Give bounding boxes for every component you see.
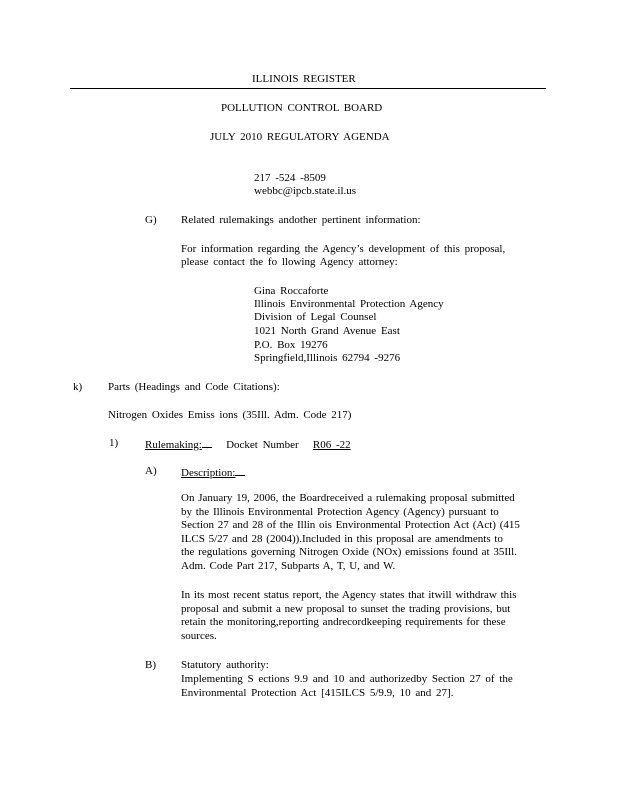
paragraph-line: Adm. Code Part 217, Subparts A, T, U, and W. <box>181 559 396 572</box>
paragraph-line: the regulations governing Nitrogen Oxide (NOx) emissions found at 35Ill. <box>181 546 517 559</box>
paragraph-line: Section 27 and 28 of the Illin ois Environmental Protection Act (Act) (415 <box>181 519 520 532</box>
header-rule <box>70 88 546 89</box>
section-g-marker: G) <box>145 214 157 226</box>
rulemaking-label: Rulemaking: <box>145 439 202 451</box>
attorney-city: Springfield,Illinois 62794 -9276 <box>254 352 401 364</box>
paragraph-line: On January 19, 2006, the Boardreceived a rulemaking proposal submitted <box>181 492 515 504</box>
docket-label: Docket Number <box>226 439 299 451</box>
agenda-title: JULY 2010 REGULATORY AGENDA <box>210 131 390 143</box>
section-g-line1: For information regarding the Agency’s development of this proposal, <box>181 243 506 255</box>
attorney-name: Gina Roccaforte <box>254 285 329 297</box>
attorney-po-box: P.O. Box 19276 <box>254 339 328 351</box>
statutory-authority-label: Statutory authority: <box>181 659 269 671</box>
section-k-subtitle: Nitrogen Oxides Emiss ions (35Ill. Adm. Code 217) <box>108 409 352 421</box>
paragraph-line: retain the monitoring,reporting andrecordkeeping requirements for these <box>181 616 506 629</box>
paragraph-line: In its most recent status report, the Agency states that itwill withdraw this <box>181 589 517 601</box>
item-a-marker: A) <box>145 465 157 477</box>
section-k-marker: k) <box>73 381 83 393</box>
statutory-authority-line1: Implementing S ections 9.9 and 10 and authorizedby Section 27 of the <box>181 673 513 685</box>
item-b-marker: B) <box>145 659 156 671</box>
rulemaking-line <box>145 437 351 452</box>
section-g-title: Related rulemakings andother pertinent information: <box>181 214 421 226</box>
description-paragraph-1 <box>181 492 531 574</box>
attorney-street: 1021 North Grand Avenue East <box>254 325 400 337</box>
rulemaking-underline <box>202 437 212 448</box>
statutory-authority-line2: Environmental Protection Act [415ILCS 5/9.9, 10 and 27]. <box>181 687 454 699</box>
paragraph-line: proposal and submit a new proposal to sunset the trading provisions, but <box>181 602 511 615</box>
section-k-title: Parts (Headings and Code Citations): <box>108 381 280 393</box>
paragraph-line: ILCS 5/27 and 28 (2004)).Included in this proposal are amendments to <box>181 532 503 545</box>
register-title: ILLINOIS REGISTER <box>252 73 356 85</box>
description-label: Description: <box>181 467 236 479</box>
paragraph-line: sources. <box>181 629 217 642</box>
attorney-agency: Illinois Environmental Protection Agency <box>254 298 444 310</box>
docket-number: R06 -22 <box>312 439 351 451</box>
description-paragraph-2 <box>181 589 531 643</box>
section-g-line2: please contact the fo llowing Agency attorney: <box>181 256 398 268</box>
contact-email: webbc@ipcb.state.il.us <box>254 185 357 197</box>
description-line <box>181 465 245 480</box>
paragraph-line: by the Illinois Environmental Protection Agency (Agency) pursuant to <box>181 505 499 518</box>
contact-phone: 217 -524 -8509 <box>254 172 326 184</box>
board-title: POLLUTION CONTROL BOARD <box>221 102 383 114</box>
attorney-division: Division of Legal Counsel <box>254 311 377 323</box>
description-underline <box>235 465 245 476</box>
item-1-marker: 1) <box>109 437 119 449</box>
